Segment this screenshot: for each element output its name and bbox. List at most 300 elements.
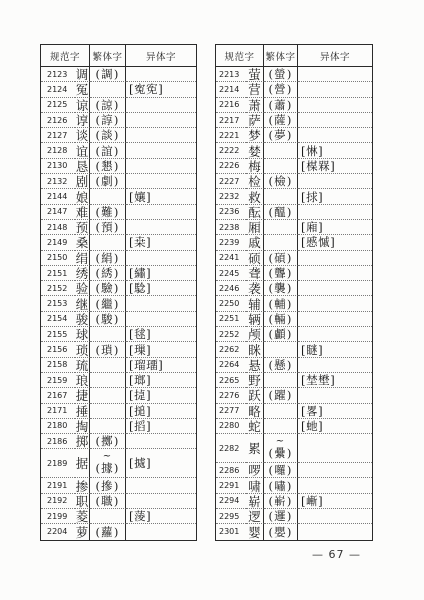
standard-char-cell (75, 312, 90, 327)
standard-char: 谈 (75, 128, 89, 144)
traditional-form: (碩) (268, 250, 293, 265)
traditional-form-cell (90, 67, 126, 82)
variant-form-cell (126, 388, 196, 403)
standard-char: 琅 (75, 373, 89, 389)
traditional-form-cell (264, 358, 298, 373)
standard-char: 萧 (248, 97, 261, 113)
traditional-form-cell (90, 281, 126, 296)
standard-char-cell (75, 82, 90, 97)
variant-form: [搥] (129, 403, 152, 418)
entry-number-cell (41, 404, 75, 419)
entry-number-cell (216, 266, 246, 281)
entry-number: 2159 (47, 375, 68, 385)
entry-number-cell (41, 82, 75, 97)
variant-form-cell (126, 281, 196, 296)
entry-number: 2171 (47, 406, 68, 416)
standard-char-cell (75, 358, 90, 373)
traditional-form-cell (264, 509, 298, 524)
standard-char: 恳 (75, 158, 89, 174)
standard-char-cell (246, 478, 264, 493)
variant-form-cell (298, 205, 372, 220)
entry-number: 2265 (219, 375, 240, 385)
standard-char: 救 (248, 189, 261, 205)
header-variant-char: 异体字 (145, 51, 176, 63)
traditional-form: (懸) (268, 357, 293, 372)
variant-form: [瞇] (301, 342, 324, 357)
variant-form-cell (126, 342, 196, 357)
variant-form-cell (126, 358, 196, 373)
standard-char-cell (246, 404, 264, 419)
traditional-form-cell (90, 159, 126, 174)
traditional-form: (輛) (268, 311, 293, 326)
variant-form-cell (126, 509, 196, 524)
traditional-form: (薩) (268, 113, 293, 128)
entry-number: 2236 (219, 207, 240, 217)
entry-number: 2148 (47, 222, 68, 232)
standard-char-cell (75, 251, 90, 266)
table-row (216, 82, 372, 97)
variant-form: [瑯] (129, 373, 152, 388)
traditional-form: (營) (268, 82, 293, 97)
variant-form-cell (298, 312, 372, 327)
variant-form-cell (126, 189, 196, 204)
traditional-form: (瑣) (95, 342, 120, 357)
standard-char: 聋 (248, 266, 261, 282)
entry-number-cell (216, 296, 246, 311)
variant-form-cell (298, 296, 372, 311)
traditional-form: (摻) (95, 478, 120, 493)
standard-char-cell (246, 98, 264, 113)
variant-form: [埜壄] (301, 373, 336, 388)
variant-form-cell (126, 128, 196, 143)
entry-number: 2282 (219, 443, 240, 453)
traditional-form-cell (264, 128, 298, 143)
variant-form: [慼慽] (301, 235, 336, 250)
table-row (216, 327, 372, 342)
entry-number: 2126 (47, 115, 68, 125)
standard-char: 掷 (75, 434, 89, 450)
variant-form: [惏] (301, 143, 324, 158)
variant-form: [廂] (301, 220, 324, 235)
standard-char: 预 (75, 220, 89, 236)
traditional-form-cell (264, 419, 298, 434)
traditional-form-cell (264, 404, 298, 419)
table-row (41, 82, 196, 97)
entry-number: 2221 (219, 130, 240, 140)
traditional-form: (囉) (268, 463, 293, 478)
standard-char: 崭 (248, 493, 261, 509)
standard-char: 野 (248, 373, 261, 389)
standard-char-cell (246, 509, 264, 524)
variant-form-cell (126, 113, 196, 128)
variant-form: [㨿] (129, 456, 152, 471)
entry-number: 2280 (219, 421, 240, 431)
table-row (216, 419, 372, 434)
standard-char-cell (246, 113, 264, 128)
traditional-form-cell (90, 449, 126, 478)
table-row (216, 235, 372, 250)
table-row (41, 67, 196, 82)
entry-number: 2286 (219, 465, 240, 475)
table-row (216, 463, 372, 478)
variant-form: [楳槑] (301, 158, 336, 173)
variant-form-cell (298, 128, 372, 143)
variant-form-cell (126, 327, 196, 342)
traditional-form: (醞) (268, 204, 293, 219)
traditional-form: (絹) (95, 250, 120, 265)
variant-form-cell (126, 524, 196, 539)
standard-char: 琐 (75, 342, 89, 358)
table-row (41, 509, 196, 524)
standard-char: 萨 (248, 113, 261, 129)
standard-char-cell (75, 235, 90, 250)
standard-char-cell (246, 373, 264, 388)
standard-char: 啸 (248, 478, 261, 494)
entry-number: 2222 (219, 146, 240, 156)
table-row (216, 67, 372, 82)
table-row (41, 494, 196, 509)
entry-number: 2216 (219, 100, 240, 110)
table-row (216, 281, 372, 296)
entry-number: 2295 (219, 511, 240, 521)
variant-form-cell (126, 82, 196, 97)
table-row (41, 419, 196, 434)
entry-number: 2191 (47, 481, 68, 491)
entry-number-cell (216, 342, 246, 357)
traditional-form-cell (264, 67, 298, 82)
entry-number-cell (216, 358, 246, 373)
standard-char: 骏 (75, 311, 89, 327)
variant-form-cell (298, 358, 372, 373)
standard-char-cell (246, 434, 264, 463)
standard-char: 球 (75, 327, 89, 343)
entry-number-cell (216, 373, 246, 388)
variant-form: [瑠璢] (129, 357, 164, 372)
traditional-form: (繼) (95, 296, 120, 311)
traditional-form-cell (264, 205, 298, 220)
variant-form-cell (126, 174, 196, 189)
traditional-form-cell (264, 174, 298, 189)
entry-number-cell (216, 434, 246, 463)
entry-number-cell (216, 404, 246, 419)
traditional-form-cell (90, 82, 126, 97)
entry-number-cell (41, 113, 75, 128)
standard-char: 绢 (75, 250, 89, 266)
entry-number: 2277 (219, 406, 240, 416)
entry-number-cell (216, 235, 246, 250)
variant-form-cell (126, 478, 196, 493)
traditional-form: (據) (95, 460, 120, 475)
variant-form-cell (126, 419, 196, 434)
entry-number: 2262 (219, 344, 240, 354)
entry-number-cell (41, 434, 75, 449)
entry-number: 2192 (47, 496, 68, 506)
traditional-form: (駿) (95, 311, 120, 326)
table-row (41, 327, 196, 342)
table-row (41, 159, 196, 174)
standard-char-cell (246, 327, 264, 342)
traditional-form-cell (264, 494, 298, 509)
table-row (216, 358, 372, 373)
traditional-form-cell (90, 509, 126, 524)
traditional-form-cell (90, 312, 126, 327)
traditional-form: (懇) (95, 158, 120, 173)
variant-form: [虵] (301, 418, 324, 433)
variant-form-cell (126, 296, 196, 311)
standard-char: 戚 (248, 235, 261, 251)
entry-number-cell (41, 524, 75, 539)
variant-form: [寃𡨚] (129, 82, 164, 97)
header-traditional-char: 繁体字 (90, 45, 126, 66)
standard-char-cell (246, 388, 264, 403)
standard-char: 营 (248, 82, 261, 98)
entry-number-cell (41, 281, 75, 296)
traditional-form: (嬰) (268, 524, 293, 539)
entry-number: 2125 (47, 100, 68, 110)
standard-char-cell (246, 220, 264, 235)
table-row (41, 342, 196, 357)
traditional-form: (螢) (268, 67, 293, 82)
traditional-form: (預) (95, 220, 120, 235)
standard-char-cell (246, 312, 264, 327)
standard-char-cell (246, 342, 264, 357)
entry-number-cell (41, 67, 75, 82)
standard-char-cell (75, 143, 90, 158)
table-row (41, 235, 196, 250)
standard-char-cell (75, 342, 90, 357)
standard-char-cell (246, 419, 264, 434)
standard-char: 略 (248, 403, 261, 419)
standard-char: 蛇 (248, 418, 261, 434)
entry-number: 2151 (47, 268, 68, 278)
entry-number-cell (41, 128, 75, 143)
traditional-form-cell (90, 128, 126, 143)
traditional-form: (蘿) (95, 524, 120, 539)
variant-form: [孃] (129, 189, 152, 204)
variant-form-cell (298, 524, 372, 539)
variant-form-cell (126, 494, 196, 509)
table-row (216, 478, 372, 493)
traditional-form-cell (264, 235, 298, 250)
traditional-form: (綉) (95, 266, 120, 281)
traditional-form: (檢) (268, 174, 293, 189)
standard-char-cell (75, 373, 90, 388)
entry-number: 2226 (219, 161, 240, 171)
entry-number: 2301 (219, 527, 240, 537)
entry-number: 2204 (47, 527, 68, 537)
entry-number-cell (216, 128, 246, 143)
standard-char: 悬 (248, 357, 261, 373)
traditional-form-cell (264, 478, 298, 493)
traditional-form-cell (90, 113, 126, 128)
standard-char-cell (75, 449, 90, 478)
header-variant-char: 异体字 (319, 51, 350, 63)
standard-char: 剧 (75, 174, 89, 190)
traditional-form-cell (264, 463, 298, 478)
table-row (41, 98, 196, 113)
entry-number-cell (41, 98, 75, 113)
entry-number: 2250 (219, 299, 240, 309)
traditional-form-cell (90, 220, 126, 235)
traditional-form: (誼) (95, 143, 120, 158)
standard-char-cell (246, 494, 264, 509)
standard-char-cell (75, 205, 90, 220)
standard-char-cell (75, 419, 90, 434)
variant-form: [桒] (129, 235, 152, 250)
table-row (41, 220, 196, 235)
standard-char-cell (75, 327, 90, 342)
standard-char: 辆 (248, 311, 261, 327)
traditional-form-cell (264, 524, 298, 539)
entry-number-cell (41, 235, 75, 250)
variant-form-cell (298, 388, 372, 403)
traditional-form-cell (264, 434, 298, 463)
header-traditional-char: 繁体字 (264, 45, 298, 66)
standard-char-cell (75, 128, 90, 143)
traditional-form: (驗) (95, 281, 120, 296)
variant-form-cell (298, 189, 372, 204)
table-row (216, 128, 372, 143)
entry-number: 2227 (219, 176, 240, 186)
standard-char: 跃 (248, 388, 261, 404)
standard-char-cell (246, 296, 264, 311)
standard-char: 辅 (248, 296, 261, 312)
table-row (216, 434, 372, 463)
entry-number-cell (216, 509, 246, 524)
traditional-form-cell (264, 388, 298, 403)
standard-char: 继 (75, 296, 89, 312)
entry-number-cell (216, 281, 246, 296)
traditional-form-cell (264, 373, 298, 388)
variant-form-cell (298, 113, 372, 128)
variant-form-cell (126, 373, 196, 388)
entry-number: 2186 (47, 436, 68, 446)
same-form-mark: ~ (102, 450, 113, 462)
table-row (216, 98, 372, 113)
entry-number-cell (41, 342, 75, 357)
traditional-form: (諒) (95, 97, 120, 112)
right-character-table (215, 44, 373, 541)
table-row (41, 281, 196, 296)
entry-number-cell (216, 494, 246, 509)
entry-number: 2149 (47, 237, 68, 247)
table-row (216, 174, 372, 189)
entry-number-cell (216, 98, 246, 113)
traditional-form-cell (264, 113, 298, 128)
variant-form: [蔆] (129, 509, 152, 524)
standard-char: 累 (248, 441, 261, 457)
traditional-form-cell (90, 434, 126, 449)
standard-char: 冤 (75, 82, 89, 98)
entry-number-cell (216, 463, 246, 478)
table-row (216, 220, 372, 235)
table-row (41, 174, 196, 189)
traditional-form: (擲) (95, 434, 120, 449)
standard-char-cell (75, 388, 90, 403)
entry-number-cell (216, 174, 246, 189)
table-row (41, 266, 196, 281)
standard-char: 调 (75, 67, 89, 83)
variant-form: [嶃] (301, 493, 324, 508)
standard-char: 掏 (75, 418, 89, 434)
entry-number: 2156 (47, 344, 68, 354)
standard-char-cell (75, 434, 90, 449)
variant-form-cell (126, 251, 196, 266)
variant-form-cell (298, 327, 372, 342)
entry-number: 2217 (219, 115, 240, 125)
standard-char-cell (75, 509, 90, 524)
table-header (41, 45, 196, 67)
standard-char: 琉 (75, 357, 89, 373)
standard-char: 谊 (75, 143, 89, 159)
variant-form-cell (298, 251, 372, 266)
entry-number-cell (216, 388, 246, 403)
standard-char-cell (246, 281, 264, 296)
standard-char-cell (246, 251, 264, 266)
variant-form-cell (126, 67, 196, 82)
entry-number: 2167 (47, 390, 68, 400)
traditional-form-cell (90, 419, 126, 434)
traditional-form-cell (264, 159, 298, 174)
entry-number: 2152 (47, 283, 68, 293)
variant-form-cell (298, 235, 372, 250)
entry-number: 2276 (219, 390, 240, 400)
traditional-form: (談) (95, 128, 120, 143)
standard-char: 据 (75, 456, 89, 472)
standard-char: 捶 (75, 403, 89, 419)
traditional-form-cell (264, 220, 298, 235)
table-row (216, 342, 372, 357)
entry-number: 2132 (47, 176, 68, 186)
standard-char-cell (75, 189, 90, 204)
traditional-form-cell (90, 143, 126, 158)
same-form-mark: ~ (275, 435, 286, 447)
entry-number: 2144 (47, 192, 68, 202)
entry-number: 2123 (47, 69, 68, 79)
entry-number: 2153 (47, 299, 68, 309)
standard-char: 硕 (248, 250, 261, 266)
entry-number: 2199 (47, 511, 68, 521)
traditional-form-cell (264, 281, 298, 296)
standard-char: 掺 (75, 478, 89, 494)
traditional-form-cell (264, 327, 298, 342)
traditional-form: (邏) (268, 509, 293, 524)
variant-form-cell (298, 404, 372, 419)
table-row (216, 388, 372, 403)
entry-number-cell (41, 388, 75, 403)
variant-form-cell (298, 98, 372, 113)
entry-number: 2128 (47, 146, 68, 156)
table-row (41, 449, 196, 478)
variant-form-cell (126, 235, 196, 250)
traditional-form-cell (264, 251, 298, 266)
entry-number-cell (41, 205, 75, 220)
entry-number-cell (216, 113, 246, 128)
table-header (216, 45, 372, 67)
variant-form: [㨗] (129, 388, 152, 403)
entry-number: 2150 (47, 253, 68, 263)
page-number: — 67 — (312, 548, 361, 561)
standard-char-cell (246, 524, 264, 539)
traditional-form-cell (264, 342, 298, 357)
standard-char: 验 (75, 281, 89, 297)
entry-number-cell (216, 67, 246, 82)
variant-form-cell (298, 434, 372, 463)
table-row (41, 251, 196, 266)
entry-number-cell (41, 358, 75, 373)
entry-number-cell (216, 159, 246, 174)
variant-form-cell (126, 220, 196, 235)
